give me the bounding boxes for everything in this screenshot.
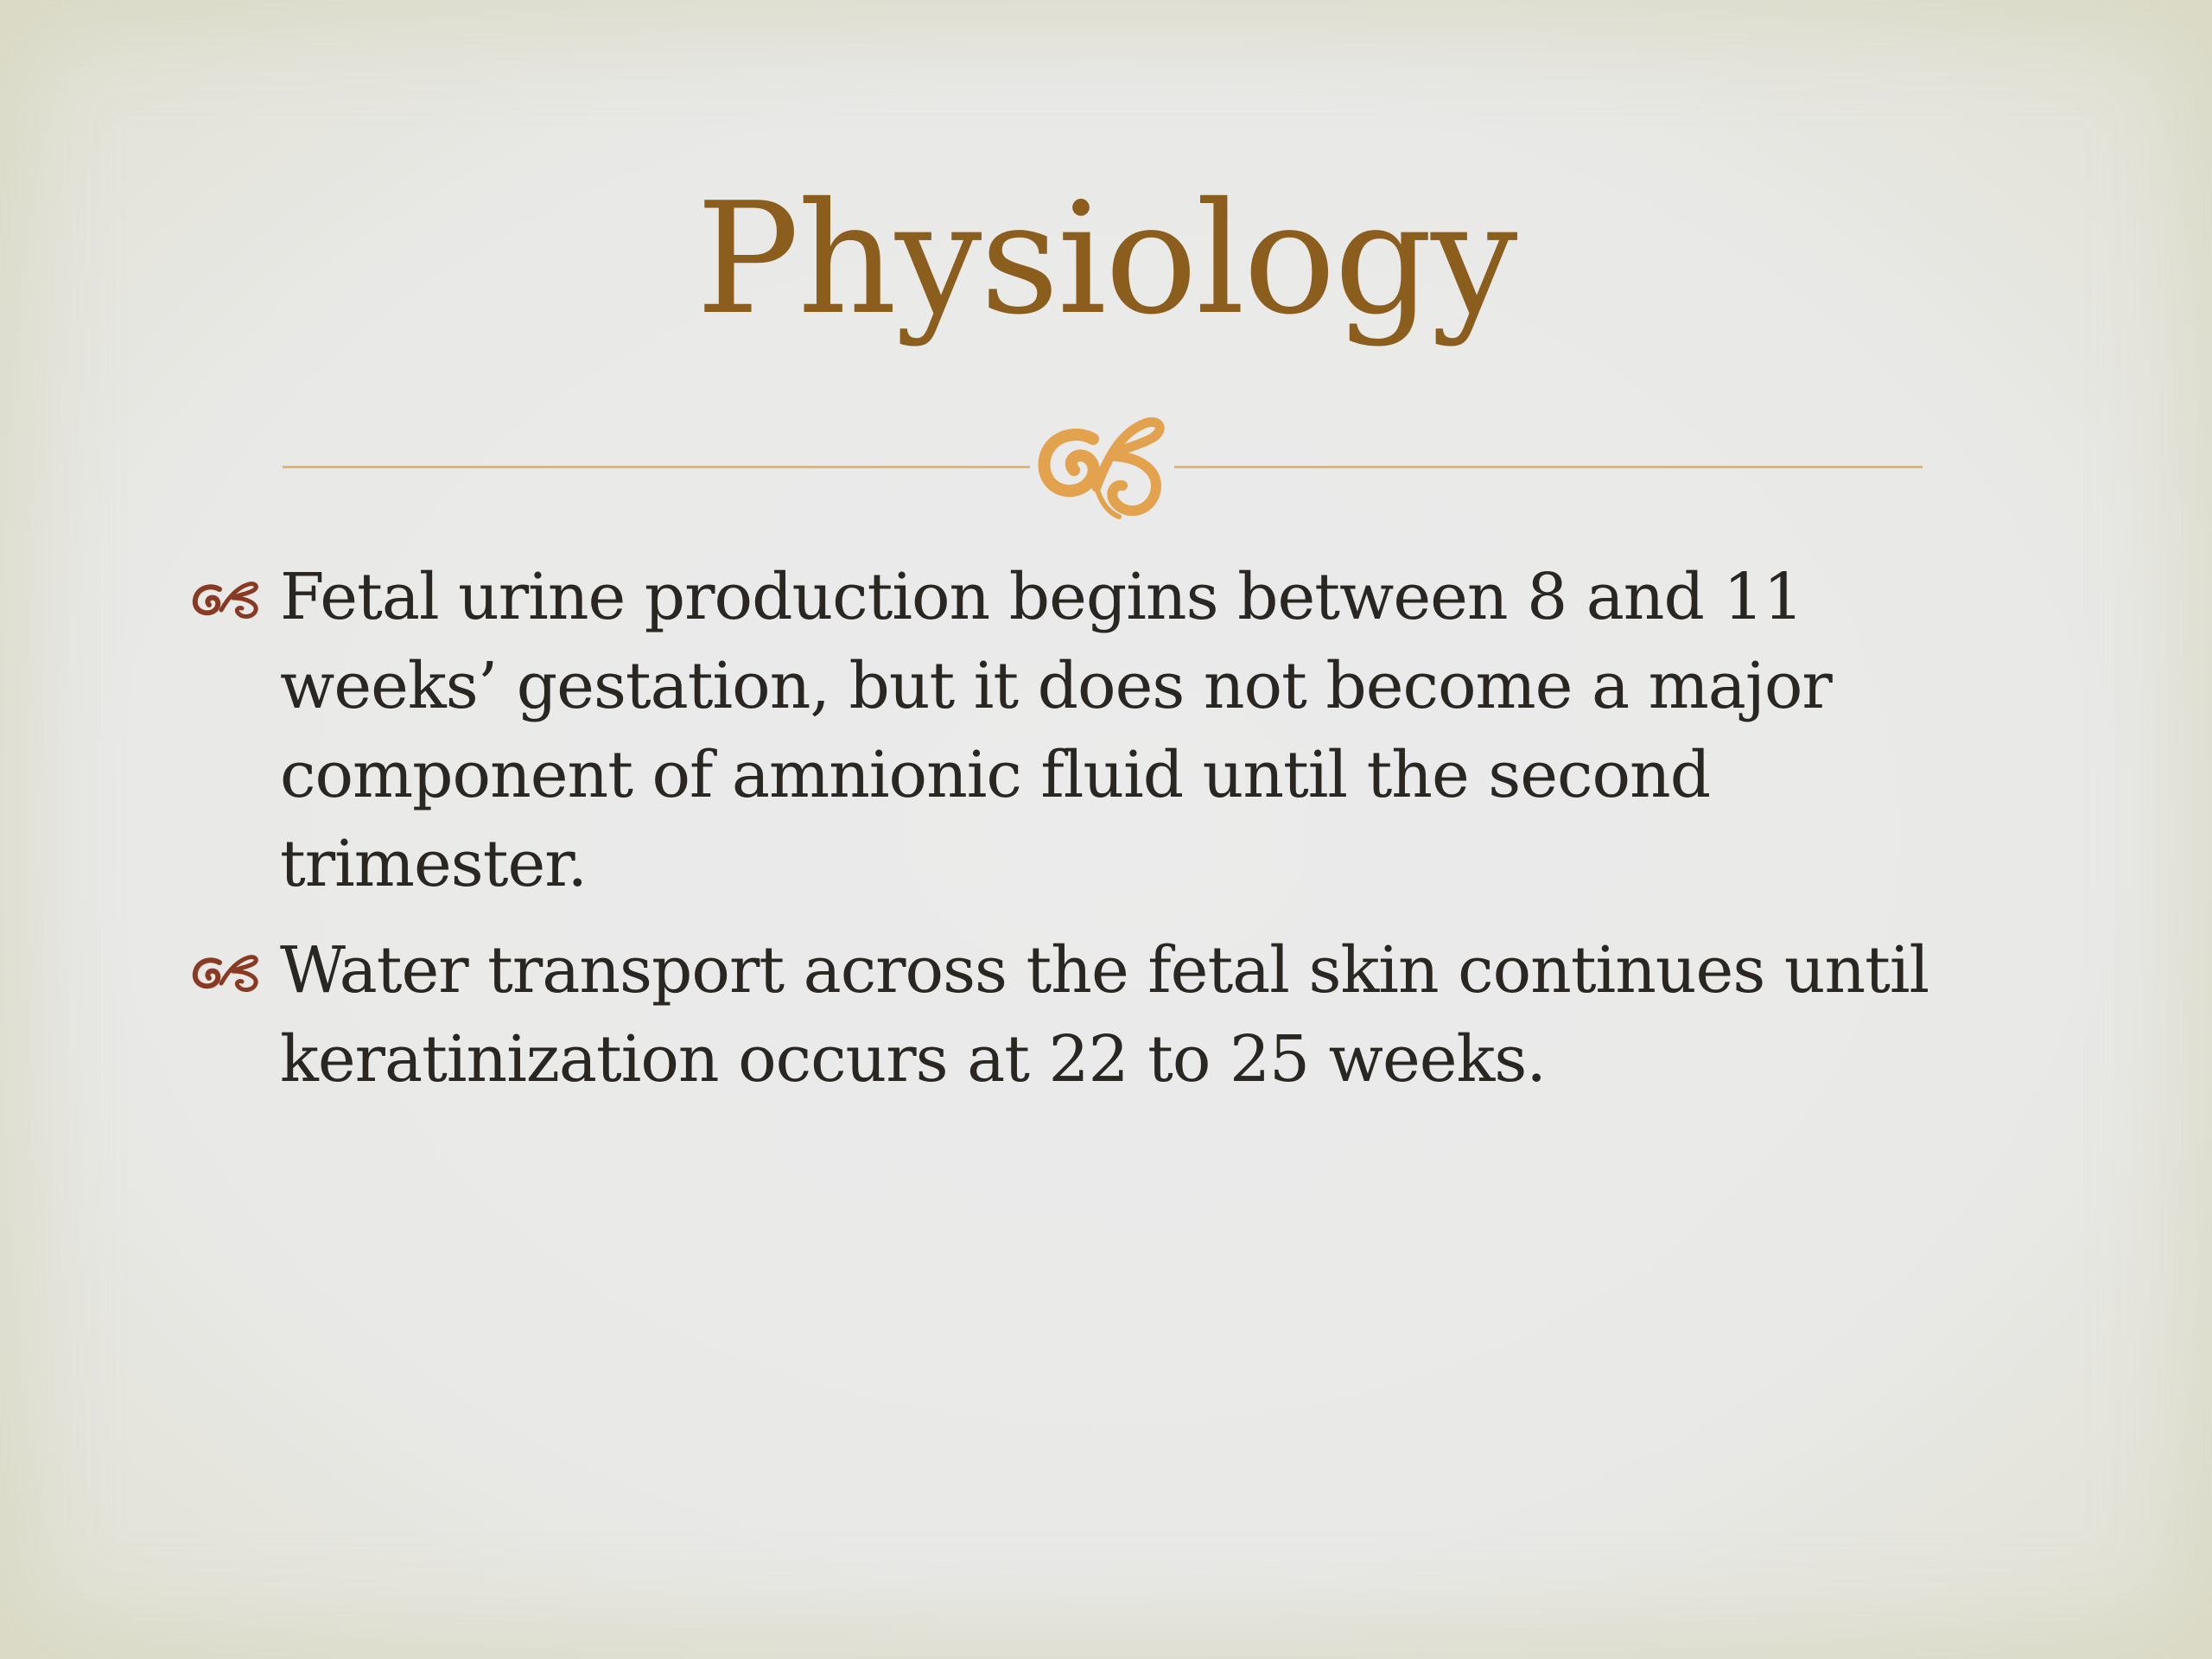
bullet-list (190, 553, 2005, 1122)
slide-title: Physiology (696, 169, 1516, 348)
flourish-bullet-icon (190, 579, 263, 619)
title-divider (283, 415, 1923, 518)
divider-line-right (1174, 466, 1923, 468)
ornament-flourish-icon (1033, 403, 1173, 532)
bullet-item (190, 926, 2005, 1104)
divider-line-left (283, 466, 1030, 468)
bullet-item (190, 553, 2005, 909)
bullet-text: Fetal urine production begins between 8 and 11 weeks’ gestation, but it does not become a major component of amnionic fluid until the second trimester. (280, 560, 1832, 901)
flourish-bullet-icon (190, 952, 263, 992)
bullet-text: Water transport across the fetal skin continues until keratinization occurs at 22 to 25 weeks. (280, 933, 1929, 1096)
